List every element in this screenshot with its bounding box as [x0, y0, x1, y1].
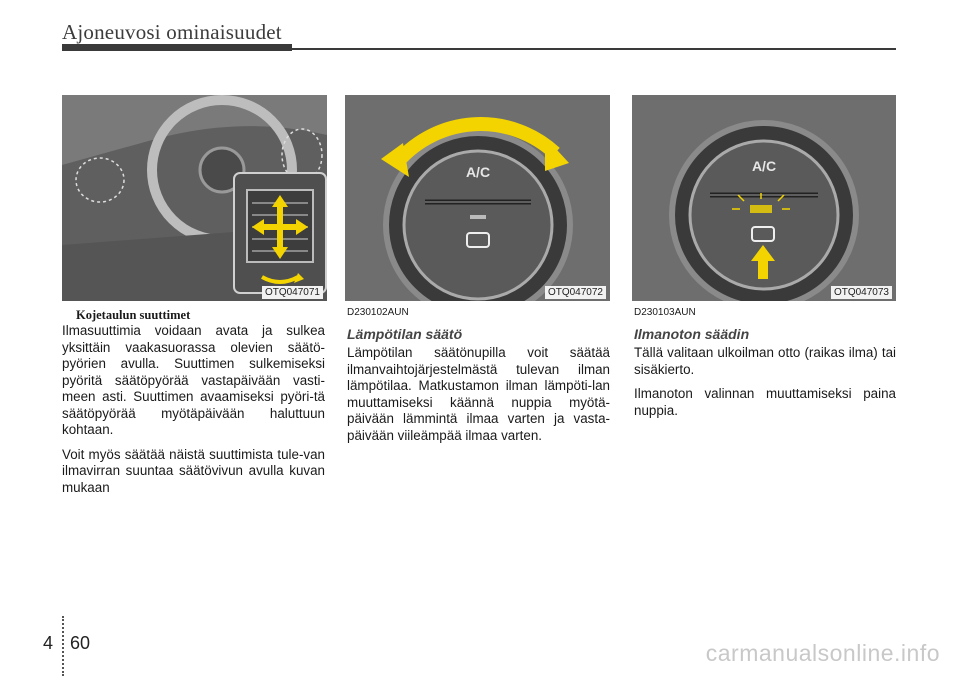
air-intake-knob-figure — [632, 95, 896, 301]
watermark: carmanualsonline.info — [705, 640, 940, 666]
chapter-number: 4 — [43, 633, 54, 653]
paragraph: Ilmanoton valinnan muuttamiseksi paina nuppia. — [634, 386, 896, 418]
temperature-knob-illustration — [345, 95, 610, 301]
figure-code: OTQ047071 — [262, 286, 323, 299]
page-number: 60 — [70, 633, 91, 653]
header-rule-thin — [292, 48, 896, 50]
paragraph: Lämpötilan säätönupilla voit säätää ilmanvaihtojärjestelmästä tulevan ilman lämpötilaa. Matkustamon ilman lämpöti-lan muuttamiseksi käännä nuppia myötä-päivään lämmintä ilmaa varten ja vasta-päivään viileämpää ilmaa varten. — [347, 345, 610, 443]
ac-label: A/C — [751, 158, 777, 174]
page-header-title: Ajoneuvosi ominaisuudet — [62, 20, 282, 44]
column-air-intake — [634, 307, 896, 427]
dashboard-illustration — [62, 95, 327, 301]
air-intake-knob-illustration — [632, 95, 896, 301]
paragraph: Tällä valitaan ulkoilman otto (raikas ilma) tai sisäkierto. — [634, 345, 896, 377]
section-code: D230103AUN — [634, 307, 696, 318]
figure-code: OTQ047073 — [831, 286, 892, 299]
figure-caption: Kojetaulun suuttimet — [76, 308, 191, 322]
paragraph: Voit myös säätää näistä suuttimista tule-van ilmavirran suuntaa säätövivun avulla kuvan mukaan — [62, 446, 325, 495]
temperature-knob-figure — [345, 95, 610, 301]
ac-label: A/C — [465, 164, 491, 180]
figure-code: OTQ047072 — [545, 286, 606, 299]
section-heading: Ilmanoton säädin — [634, 326, 750, 342]
header-rule — [62, 44, 292, 51]
footer-divider — [62, 616, 64, 676]
section-code: D230102AUN — [347, 307, 409, 318]
column-dashboard-vents — [62, 307, 325, 504]
paragraph: Ilmasuuttimia voidaan avata ja sulkea yksittäin vaakasuorassa olevien säätö-pyörien avulla. Suuttimen sulkemiseksi pyöritä säätöpyörää vastapäivään vasti-meen asti. Suuttimen avaamiseksi pyöri-tä säätöpyörää myötäpäivään haluttuun kohtaan. — [62, 323, 325, 437]
section-heading: Lämpötilan säätö — [347, 326, 463, 342]
indicator-light-icon — [750, 205, 772, 213]
column-temperature-control — [347, 307, 610, 452]
dashboard-vents-figure — [62, 95, 327, 301]
